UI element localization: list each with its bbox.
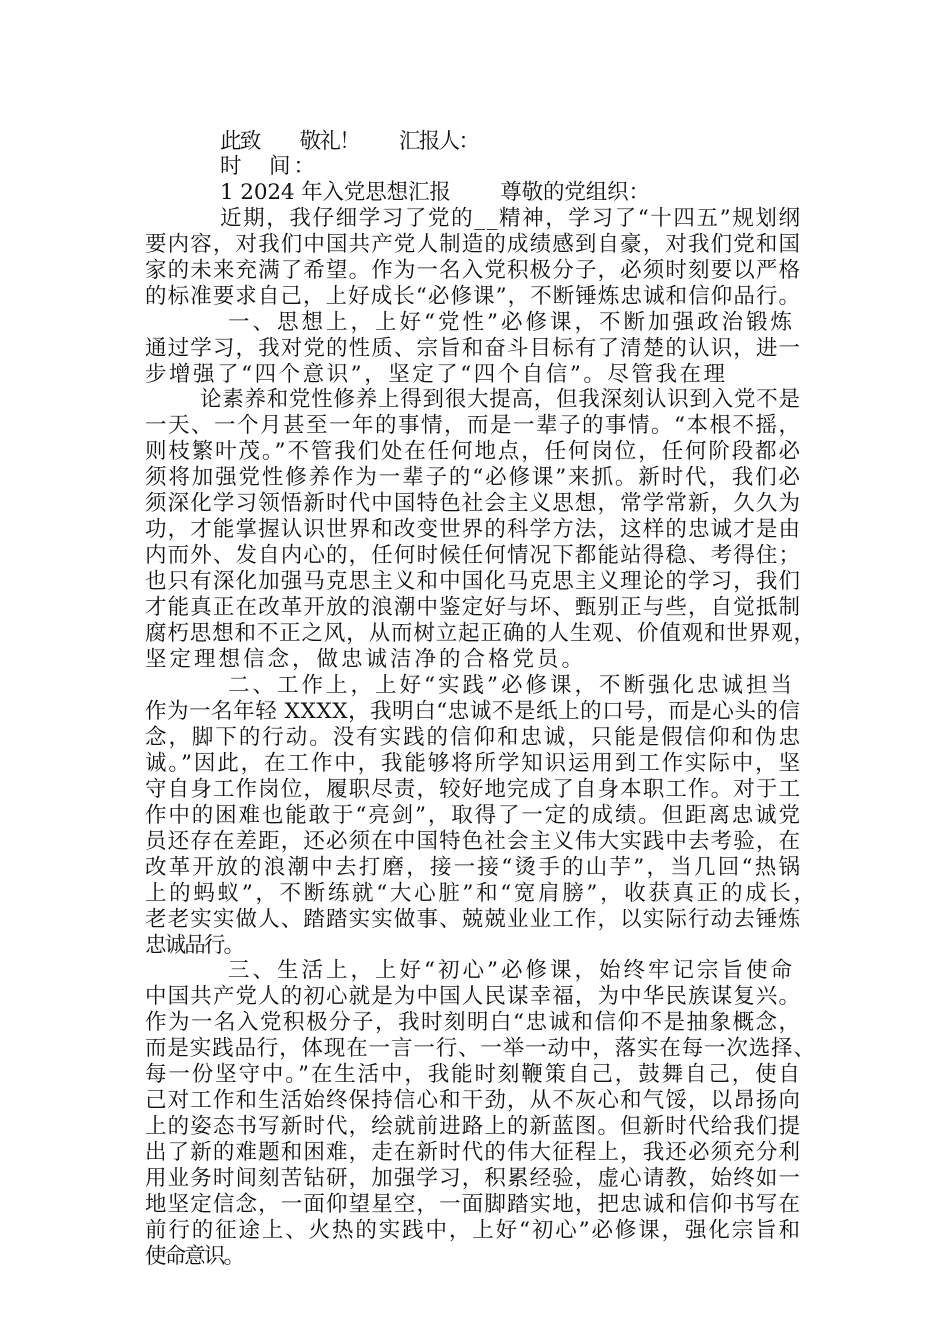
text-line: 须将加强党性修养作为一辈子的“必修课”来抓。新时代，我们必 <box>145 465 802 490</box>
text-line: 须深化学习领悟新时代中国特色社会主义思想，常学常新，久久为 <box>145 491 802 516</box>
text-line: 老老实实做人、踏踏实实做事、兢兢业业工作，以实际行动去锤炼 <box>145 907 802 932</box>
text-line: 二、工作上，上好“实践”必修课，不断强化忠诚担当 <box>228 673 795 698</box>
text-line: 地坚定信念，一面仰望星空，一面脚踏实地，把忠诚和信仰书写在 <box>145 1192 802 1217</box>
text-line: 1 2024 年入党思想汇报 尊敬的党组织： <box>220 180 650 205</box>
text-line: 上的蚂蚁”，不断练就“大心脏”和“宽肩膀”，收获真正的成长， <box>145 881 818 906</box>
text-line: 则枝繁叶茂。”不管我们处在任何地点，任何岗位，任何阶段都必 <box>145 439 802 464</box>
text-line: 近期，我仔细学习了党的__精神，学习了“十四五”规划纲 <box>220 206 802 231</box>
text-line: 也只有深化加强马克思主义和中国化马克思主义理论的学习，我们 <box>145 569 802 594</box>
text-line: 此致 敬礼！ 汇报人： <box>220 129 479 154</box>
text-line: 要内容，对我们中国共产党人制造的成绩感到自豪，对我们党和国 <box>145 232 802 257</box>
text-line: 家的未来充满了希望。作为一名入党积极分子，必须时刻要以严格 <box>145 258 802 283</box>
text-line: 论素养和党性修养上得到很大提高，但我深刻认识到入党不是 <box>200 387 801 412</box>
text-line: 三、生活上，上好“初心”必修课，始终牢记宗旨使命 <box>228 958 795 983</box>
text-line: 上的姿态书写新时代，绘就前进路上的新蓝图。但新时代给我们提 <box>145 1114 802 1139</box>
text-line: 一、思想上，上好“党性”必修课，不断加强政治锻炼 <box>228 310 795 335</box>
text-line: 一天、一个月甚至一年的事情，而是一辈子的事情。“本根不摇， <box>145 413 802 438</box>
text-line: 改革开放的浪潮中去打磨，接一接“烫手的山芋”，当几回“热锅 <box>145 855 803 880</box>
text-line: 每一份坚守中。”在生活中，我能时刻鞭策自己，鼓舞自己，使自 <box>145 1062 802 1087</box>
text-line: 作中的困难也能敢于“亮剑”，取得了一定的成绩。但距离忠诚党 <box>145 803 802 828</box>
text-line: 步增强了“四个意识”，坚定了“四个自信”。尽管我在理 <box>145 362 728 387</box>
text-line: 时 间： <box>220 154 318 179</box>
text-line: 内而外、发自内心的，任何时候任何情况下都能站得稳、考得住； <box>145 543 802 568</box>
text-line: 功，才能掌握认识世界和改变世界的科学方法，这样的忠诚才是由 <box>145 517 802 542</box>
text-line: 守自身工作岗位，履职尽责，较好地完成了自身本职工作。对于工 <box>145 777 802 802</box>
text-line: 前行的征途上、火热的实践中，上好“初心”必修课，强化宗旨和 <box>145 1218 802 1243</box>
text-line: 中国共产党人的初心就是为中国人民谋幸福，为中华民族谋复兴。 <box>145 984 802 1009</box>
text-line: 使命意识。 <box>145 1244 244 1269</box>
text-line: 作为一名入党积极分子，我时刻明白“忠诚和信仰不是抽象概念， <box>145 1010 802 1035</box>
text-line: 坚定理想信念，做忠诚洁净的合格党员。 <box>145 647 587 672</box>
text-line: 用业务时间刻苦钻研，加强学习，积累经验，虚心请教，始终如一 <box>145 1166 802 1191</box>
text-line: 腐朽思想和不正之风，从而树立起正确的人生观、价值观和世界观， <box>145 621 816 646</box>
text-line: 的标准要求自己，上好成长“必修课”，不断锤炼忠诚和信仰品行。 <box>145 284 802 309</box>
text-line: 通过学习，我对党的性质、宗旨和奋斗目标有了清楚的认识，进一 <box>145 336 802 361</box>
text-line: 而是实践品行，体现在一言一行、一举一动中，落实在每一次选择、 <box>145 1036 816 1061</box>
text-line: 念，脚下的行动。没有实践的信仰和忠诚，只能是假信仰和伪忠 <box>145 725 802 750</box>
text-line: 作为一名年轻 XXXX，我明白“忠诚不是纸上的口号，而是心头的信 <box>145 699 801 724</box>
text-line: 忠诚品行。 <box>145 933 244 958</box>
text-line: 才能真正在改革开放的浪潮中鉴定好与坏、甄别正与些，自觉抵制 <box>145 595 802 620</box>
text-line: 员还存在差距，还必须在中国特色社会主义伟大实践中去考验，在 <box>145 829 802 854</box>
text-line: 出了新的难题和困难，走在新时代的伟大征程上，我还必须充分利 <box>145 1140 802 1165</box>
text-line: 己对工作和生活始终保持信心和干劲，从不灰心和气馁，以昂扬向 <box>145 1088 802 1113</box>
text-line: 诚。”因此，在工作中，我能够将所学知识运用到工作实际中，坚 <box>145 751 802 776</box>
